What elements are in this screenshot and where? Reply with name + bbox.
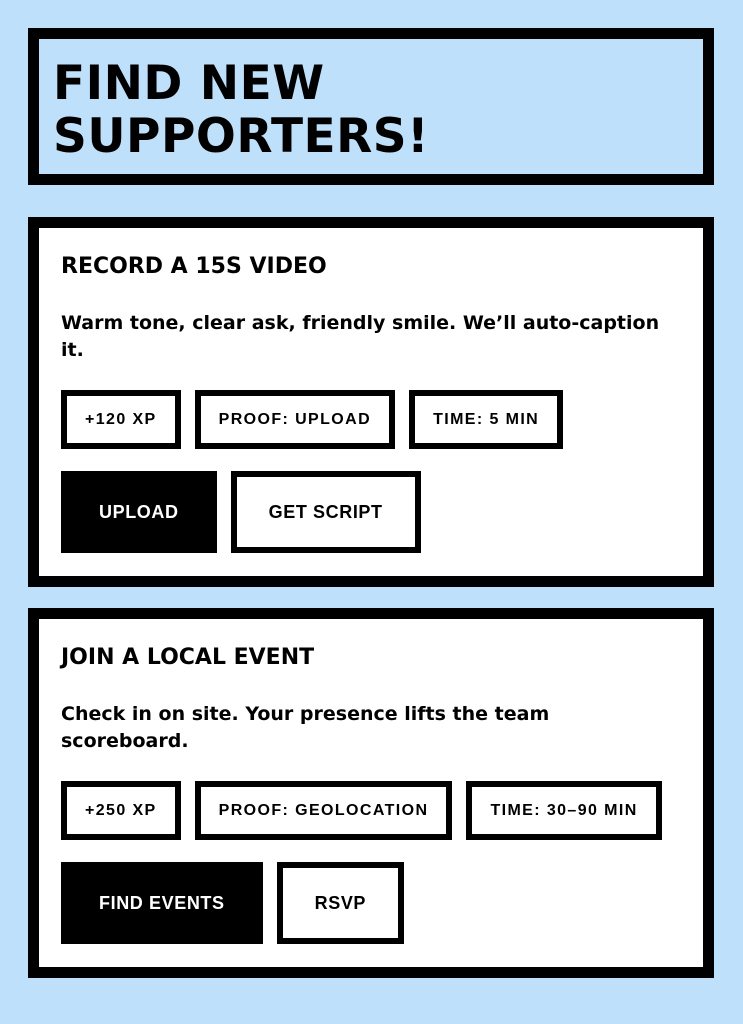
page-header [28, 28, 714, 185]
quest-chips [61, 781, 662, 840]
quest-title: JOIN A LOCAL EVENT [61, 645, 315, 670]
quest-title: RECORD A 15S VIDEO [61, 254, 327, 279]
get-script-button[interactable]: GET SCRIPT [231, 471, 421, 553]
quest-actions [61, 862, 404, 944]
xp-chip: +250 XP [61, 781, 181, 840]
quest-chips [61, 390, 563, 449]
quest-card-local-event [28, 608, 714, 978]
upload-button[interactable]: UPLOAD [61, 471, 217, 553]
xp-chip: +120 XP [61, 390, 181, 449]
quest-actions [61, 471, 421, 553]
page-title-line-1: FIND NEW [53, 56, 325, 111]
time-chip: TIME: 5 MIN [409, 390, 563, 449]
page-title-line-2: SUPPORTERS! [53, 109, 430, 164]
find-events-button[interactable]: FIND EVENTS [61, 862, 263, 944]
proof-chip: PROOF: UPLOAD [195, 390, 395, 449]
page-title [53, 57, 429, 163]
quest-description: Warm tone, clear ask, friendly smile. We’ll auto-caption it. [61, 312, 660, 361]
quest-description: Check in on site. Your presence lifts the team scoreboard. [61, 703, 550, 752]
rsvp-button[interactable]: RSVP [277, 862, 404, 944]
quest-card-record-video [28, 217, 714, 587]
proof-chip: PROOF: GEOLOCATION [195, 781, 453, 840]
time-chip: TIME: 30–90 MIN [466, 781, 661, 840]
